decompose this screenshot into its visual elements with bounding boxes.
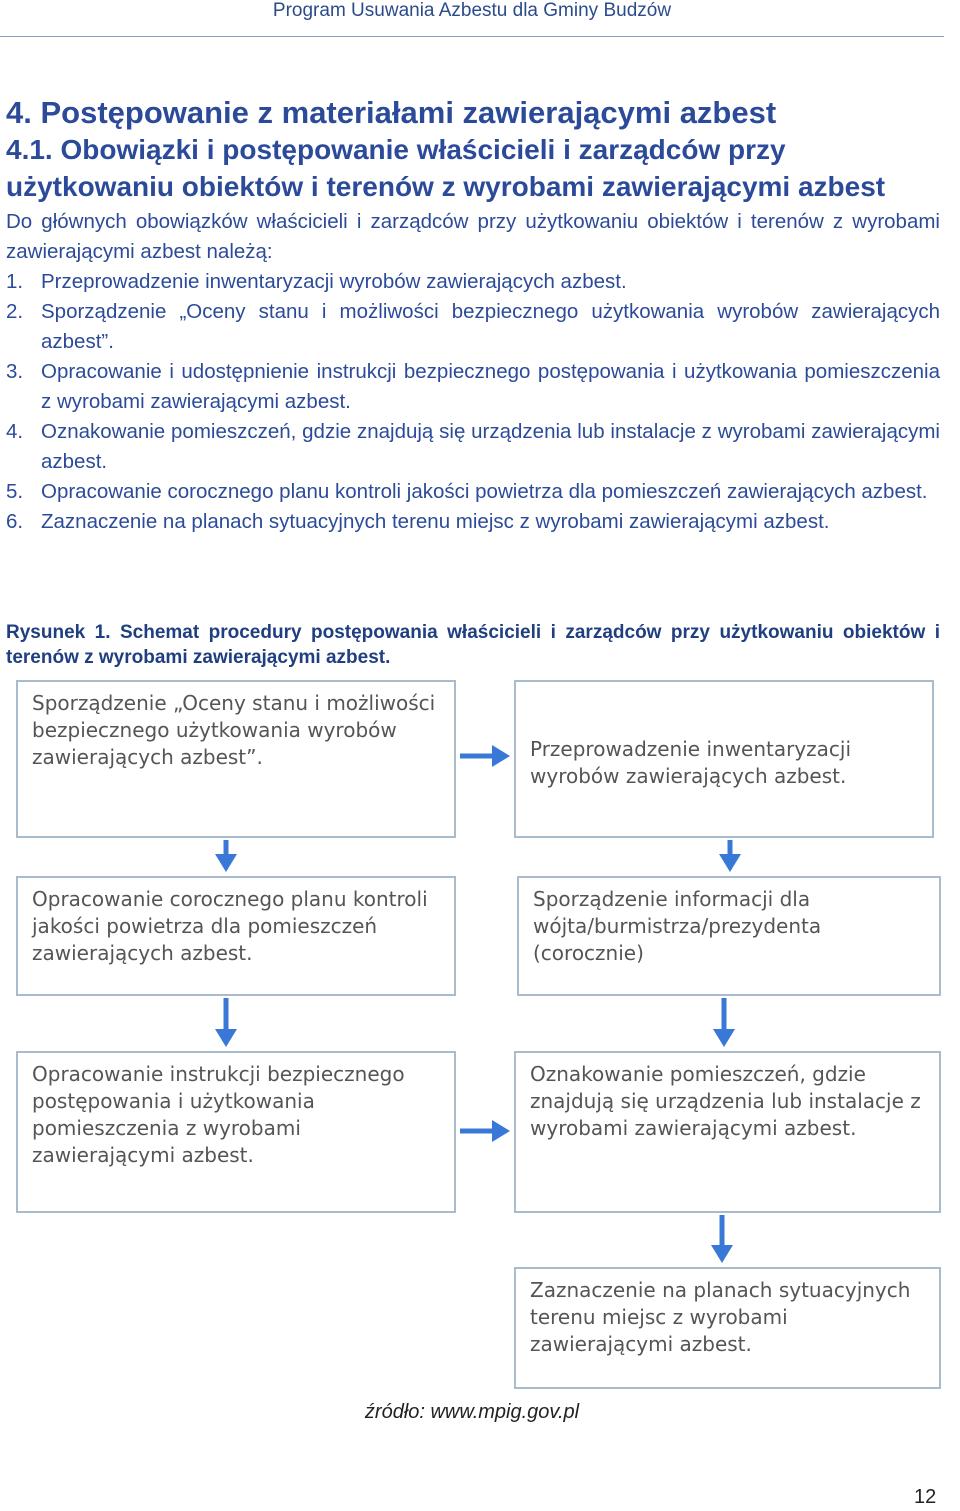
flow-box-oznakowanie: Oznakowanie pomieszczeń, gdzie znajdują się urządzenia lub instalacje z wyrobami zawierającymi azbest. — [514, 1051, 941, 1213]
list-item-number: 2. — [6, 300, 24, 323]
list-item-number: 1. — [6, 270, 24, 293]
running-header-title: Program Usuwania Azbestu dla Gminy Budzów — [272, 0, 672, 21]
list-item-text: Oznakowanie pomieszczeń, gdzie znajdują się urządzenia lub instalacje z wyrobami zawierającymi azbest. — [41, 420, 940, 473]
flow-box-plan: Opracowanie corocznego planu kontroli jakości powietrza dla pomieszczeń zawierających azbest. — [16, 876, 456, 996]
flow-arrow — [460, 745, 510, 767]
list-item-number: 3. — [6, 360, 24, 383]
page-number: 12 — [914, 1486, 937, 1508]
list-item-number: 6. — [6, 510, 24, 533]
flow-arrow — [215, 840, 237, 872]
list-item-text: Zaznaczenie na planach sytuacyjnych terenu miejsc z wyrobami zawierającymi azbest. — [41, 510, 830, 533]
section-heading: 4.1. Obowiązki i postępowanie właścicieli i zarządców przy użytkowaniu obiektów i terenów z wyrobami zawierającymi azbest — [6, 134, 886, 202]
list-item-text: Przeprowadzenie inwentaryzacji wyrobów zawierających azbest. — [41, 270, 627, 293]
list-item-text: Opracowanie i udostępnienie instrukcji bezpiecznego postępowania i użytkowania pomieszczenia z wyrobami zawierającymi azbest. — [41, 360, 940, 413]
flow-box-zaznaczenie: Zaznaczenie na planach sytuacyjnych terenu miejsc z wyrobami zawierającymi azbest. — [514, 1267, 941, 1389]
flow-box-instrukcja: Opracowanie instrukcji bezpiecznego postępowania i użytkowania pomieszczenia z wyrobami zawierającymi azbest. — [16, 1051, 456, 1213]
figure-source: źródło: www.mpig.gov.pl — [364, 1401, 580, 1423]
flow-box-informacja: Sporządzenie informacji dla wójta/burmistrza/prezydenta (corocznie) — [517, 876, 941, 996]
flow-arrow — [711, 1215, 733, 1263]
flow-box-inwentaryzacja: Przeprowadzenie inwentaryzacji wyrobów zawierających azbest. — [514, 680, 934, 838]
intro-paragraph: Do głównych obowiązków właścicieli i zarządców przy użytkowaniu obiektów i terenów z wyrobami zawierającymi azbest należą: — [6, 210, 940, 263]
flow-arrow — [719, 840, 741, 872]
flow-box-ocena: Sporządzenie „Oceny stanu i możliwości bezpiecznego użytkowania wyrobów zawierających azbest”. — [16, 680, 456, 838]
list-item-number: 5. — [6, 480, 24, 503]
flow-arrow — [215, 998, 237, 1047]
chapter-heading: 4. Postępowanie z materiałami zawierającymi azbest — [6, 95, 777, 130]
list-item-number: 4. — [6, 420, 24, 443]
list-item-text: Sporządzenie „Oceny stanu i możliwości bezpiecznego użytkowania wyrobów zawierających azbest”. — [41, 300, 940, 353]
list-item-text: Opracowanie corocznego planu kontroli jakości powietrza dla pomieszczeń zawierających azbest. — [41, 480, 928, 503]
flow-arrow — [460, 1120, 510, 1142]
figure-caption: Rysunek 1. Schemat procedury postępowania właścicieli i zarządców przy użytkowaniu obiektów i terenów z wyrobami zawierającymi azbest. — [6, 622, 940, 668]
flow-arrow — [713, 998, 735, 1047]
